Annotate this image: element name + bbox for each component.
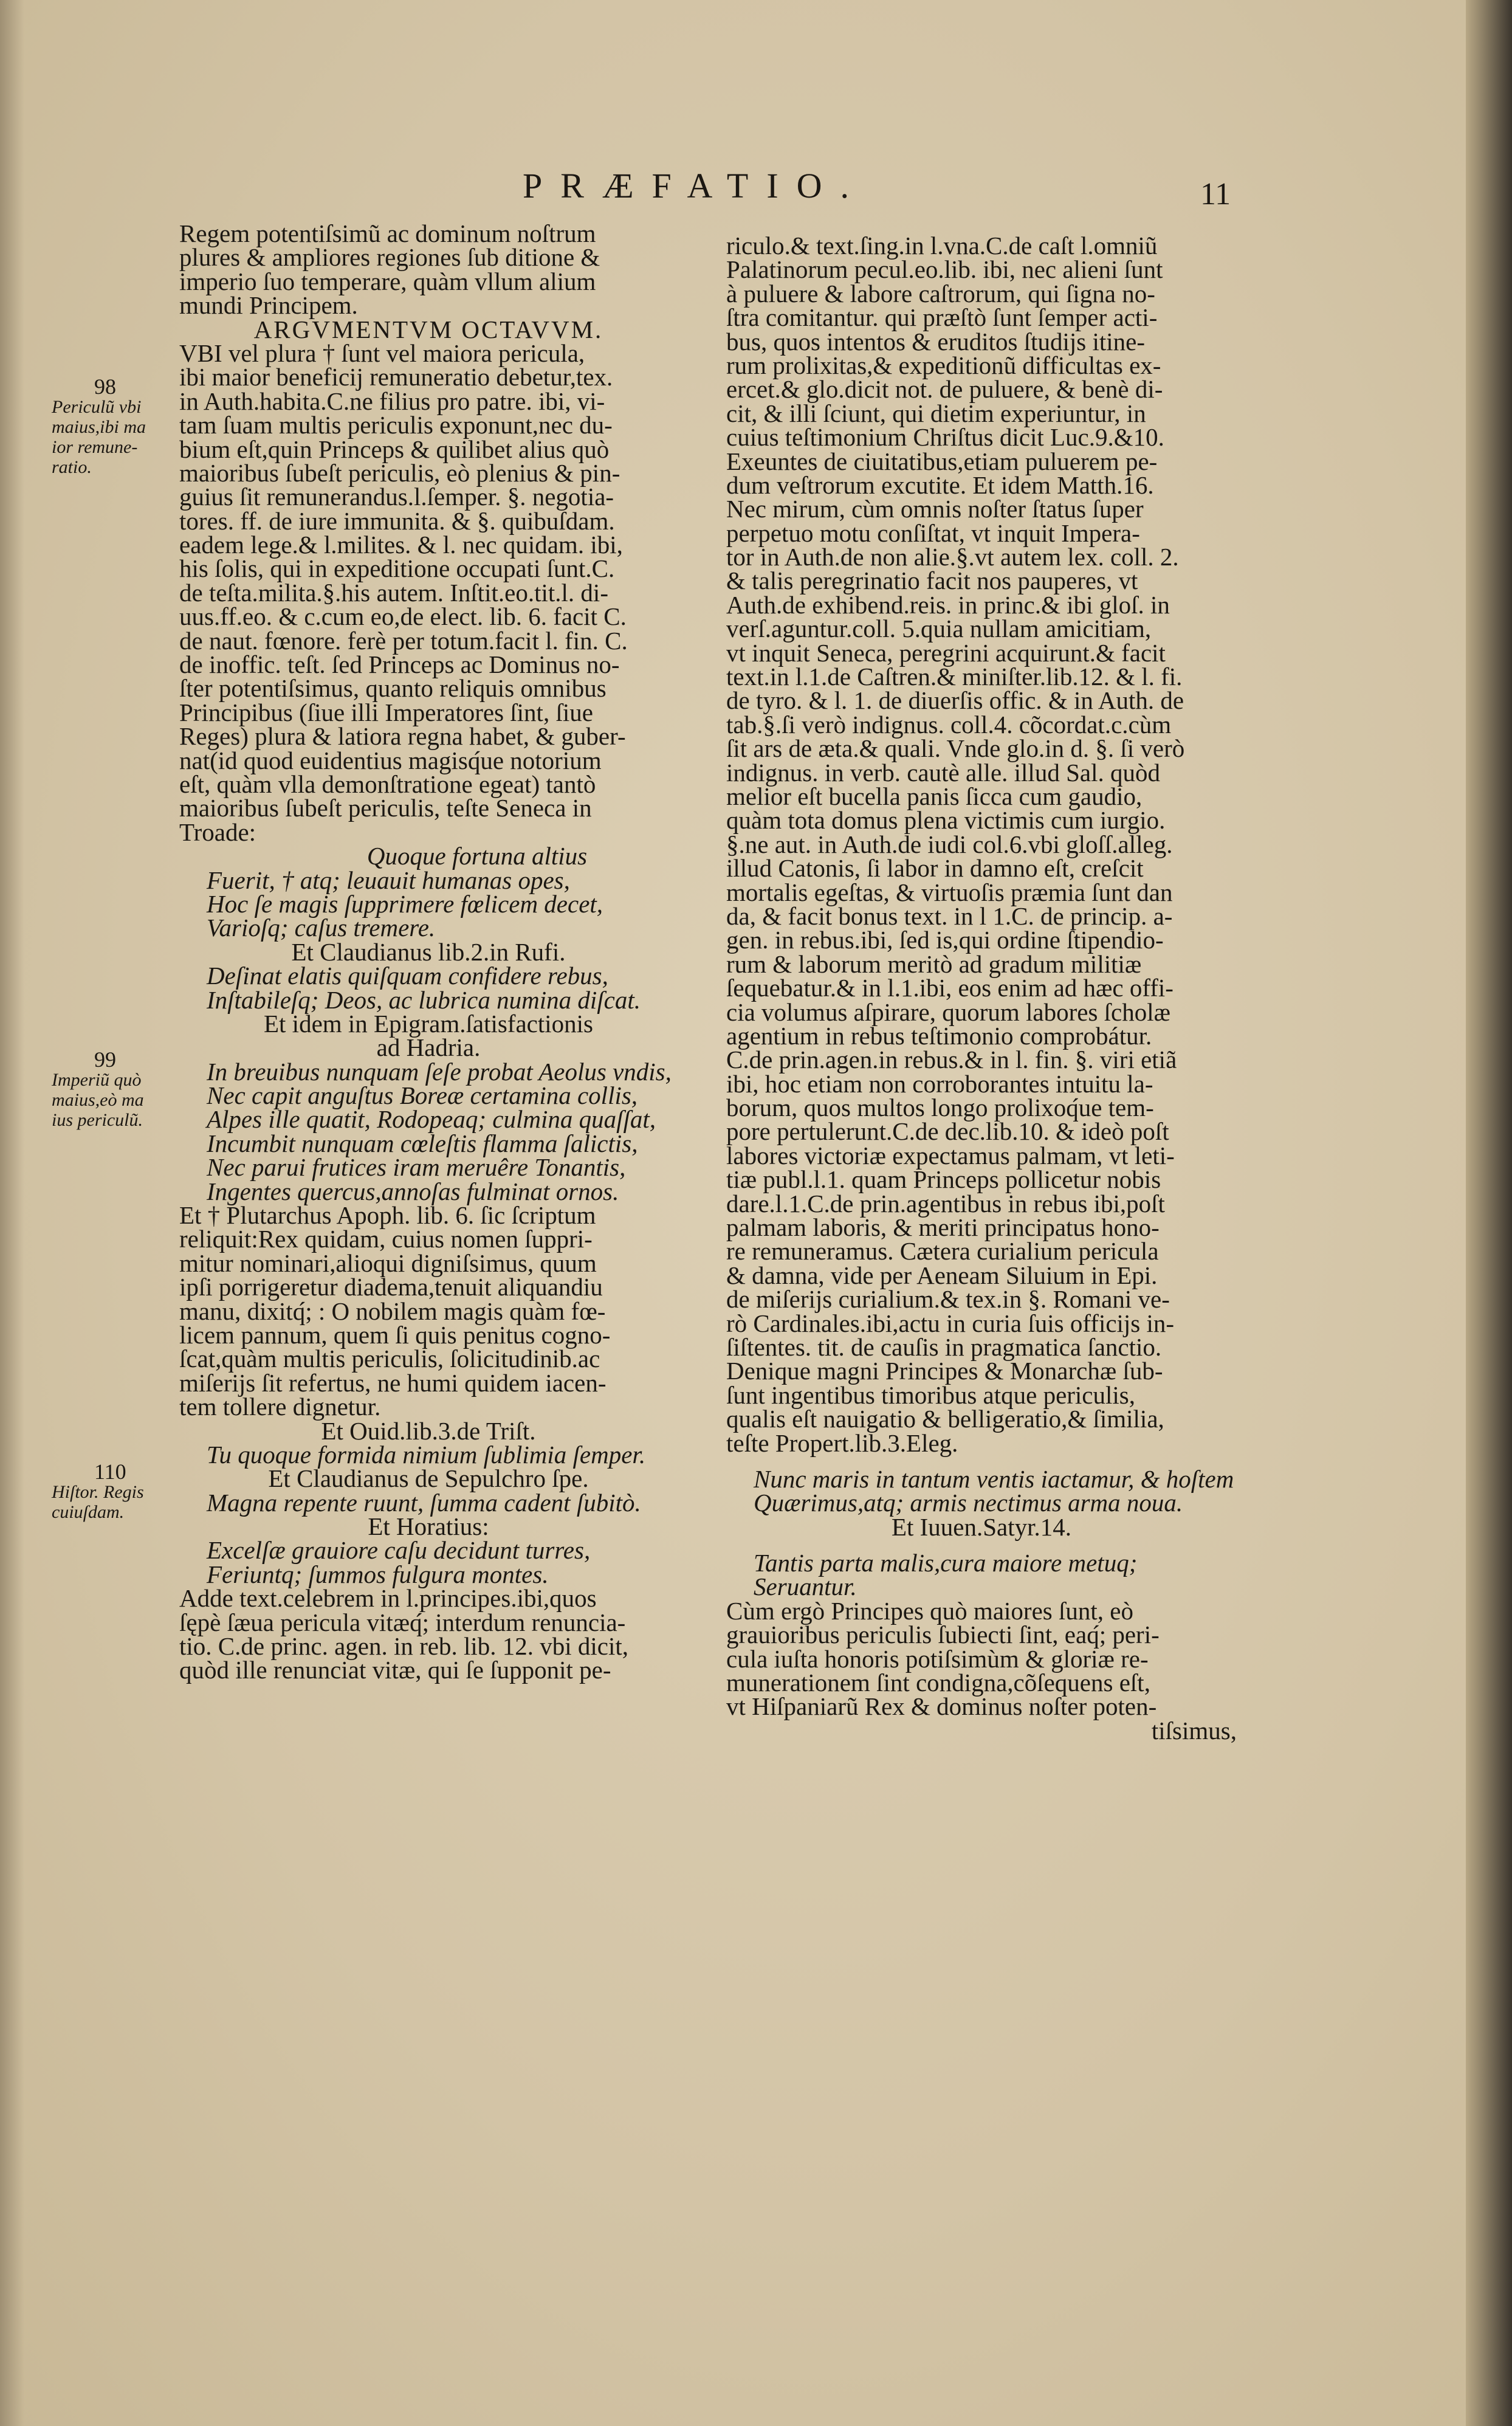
text-line: Denique magni Principes & Monarchæ ſub-	[726, 1357, 1163, 1385]
text-line: text.in l.1.de Caſtren.& miniſter.lib.12. & l. fi.	[726, 663, 1183, 691]
text-line: In breuibus nunquam ſeſe probat Aeolus vndis,	[207, 1057, 672, 1086]
margin-note-line: Hiſtor. Regis	[52, 1482, 144, 1502]
text-line: ipſi porrigeretur diadema,tenuit aliquandiu	[179, 1273, 603, 1301]
margin-note	[52, 1047, 144, 1130]
text-line: rum & laborum meritò ad gradum militiæ	[726, 949, 1142, 978]
text-line: re remuneramus. Cætera curialium pericula	[726, 1237, 1159, 1266]
text-line: indignus. in verb. cautè alle. illud Sal. quòd	[726, 758, 1160, 787]
text-line: maioribus ſubeſt periculis, eò plenius & pin-	[179, 458, 620, 487]
margin-note	[52, 374, 146, 477]
text-line: ibi maior beneficij remuneratio debetur,tex.	[179, 363, 613, 391]
page-gutter-shadow	[0, 0, 24, 2426]
margin-note-line: maius,ibi ma	[52, 417, 146, 437]
margin-note-line: Periculũ vbi	[52, 397, 142, 417]
text-line: Nec mirum, cùm omnis noſter ſtatus ſuper	[726, 495, 1144, 523]
text-line: Magna repente ruunt, ſumma cadent ſubitò.	[207, 1488, 641, 1517]
margin-note-line: ior remune-	[52, 437, 138, 457]
text-line: uus.ff.eo. & c.cum eo,de elect. lib. 6. facit C.	[179, 602, 627, 631]
text-line: ſit ars de æta.& quali. Vnde glo.in d. §. ſi verò	[726, 734, 1185, 763]
text-line: reliquit:Rex quidam, cuius nomen ſuppri-	[179, 1225, 593, 1253]
text-line: teſte Propert.lib.3.Eleg.	[726, 1428, 958, 1457]
text-line: labores victoriæ expectamus palmam, vt leti-	[726, 1141, 1175, 1170]
text-line: Quoque fortuna altius	[366, 842, 588, 870]
margin-note	[52, 1459, 144, 1522]
text-line: ſter potentiſsimus, quanto reliquis omnibus	[179, 674, 607, 703]
text-line: pore pertulerunt.C.de dec.lib.10. & ideò poſt	[726, 1117, 1169, 1146]
margin-note-line: Imperiũ quò	[52, 1070, 142, 1090]
text-line: mitur nominari,alioqui digniſsimus, quum	[179, 1249, 597, 1277]
text-line: Exeuntes de ciuitatibus,etiam puluerem pe-	[726, 447, 1158, 475]
text-line: tor in Auth.de non alie.§.vt autem lex. coll. 2.	[726, 543, 1179, 571]
text-line: Et Claudianus lib.2.in Rufi.	[291, 937, 566, 966]
text-line: guius ſit remunerandus.l.ſemper. §. negotia-	[179, 483, 614, 511]
text-line: bium eſt,quin Princeps & quilibet alius quò	[179, 435, 610, 463]
text-line: ſtra comitantur. qui præſtò ſunt ſemper acti-	[726, 303, 1158, 332]
text-line: Reges) plura & latiora regna habet, & guber-	[179, 722, 626, 751]
text-line: grauioribus periculis ſubiecti ſint, eaq́; peri-	[726, 1621, 1160, 1649]
text-line: cia volumus aſpirare, quorum labores ſcholæ	[726, 998, 1170, 1026]
text-line: Alpes ille quatit, Rodopeaq; culmina quaſſat,	[207, 1105, 656, 1134]
text-line: palmam laboris, & meriti principatus hono-	[726, 1213, 1160, 1242]
text-line: Principibus (ſiue illi Imperatores ſint, ſiue	[179, 698, 593, 726]
text-line: dare.l.1.C.de prin.agentibus in rebus ibi,poſt	[726, 1189, 1165, 1218]
text-line: Deſinat elatis quiſquam confidere rebus,	[207, 962, 608, 990]
text-line: Cùm ergò Principes quò maiores ſunt, eò	[726, 1596, 1133, 1625]
text-line: Et Horatius:	[368, 1512, 489, 1541]
text-line: Tu quoque formida nimium ſublimia ſemper.	[207, 1440, 646, 1469]
text-line: Nec parui frutices iram meruêre Tonantis,	[207, 1153, 626, 1182]
page-number: 11	[1200, 177, 1231, 212]
text-line: munerationem ſint condigna,cõſequens eſt,	[726, 1669, 1150, 1697]
text-line: cit, & illi ſciunt, qui dietim experiuntur, in	[726, 399, 1146, 427]
text-line: Nunc maris in tantum ventis iactamur, & hoſtem	[754, 1464, 1234, 1493]
margin-note-line: cuiuſdam.	[52, 1502, 125, 1522]
text-line: à puluere & labore caſtrorum, qui ſigna no-	[726, 279, 1155, 308]
text-line: tiſsimus,	[1151, 1716, 1237, 1745]
margin-note-number: 98	[94, 374, 116, 399]
text-line: tem tollere dignetur.	[179, 1393, 381, 1421]
margin-note-number: 99	[94, 1047, 116, 1072]
text-line: Incumbit nunquam cœleſtis flamma ſalictis,	[207, 1129, 638, 1157]
text-line: licem pannum, quem ſi quis penitus cogno-	[179, 1320, 611, 1349]
text-line: eadem lege.& l.milites. & l. nec quidam. ibi,	[179, 531, 623, 559]
text-line: verſ.aguntur.coll. 5.quia nullam amicitiam,	[726, 615, 1152, 643]
text-line: de miſerijs curialium.& tex.in §. Romani ve-	[726, 1285, 1170, 1314]
text-line: Excelſæ grauiore caſu decidunt turres,	[207, 1536, 591, 1565]
text-line: quòd ille renunciat vitæ, qui ſe ſupponit pe-	[179, 1656, 611, 1684]
text-line: Varioſq; caſus tremere.	[207, 914, 436, 942]
text-line: de naut. fœnore. ferè per totum.facit l. fin. C.	[179, 626, 628, 655]
text-line: dum veſtrorum excutite. Et idem Matth.16.	[726, 470, 1154, 499]
page-edge	[1466, 0, 1512, 2426]
margin-note-line: ratio.	[52, 457, 92, 477]
text-line: qualis eſt nauigatio & belligeratio,& ſimilia,	[726, 1405, 1164, 1433]
text-line: melior eſt bucella panis ſicca cum gaudio,	[726, 782, 1143, 810]
text-line: ercet.& glo.dicit not. de puluere, & benè di-	[726, 375, 1163, 404]
text-line: Auth.de exhibend.reis. in princ.& ibi gloſ. in	[726, 590, 1170, 619]
margin-note-line: ius periculũ.	[52, 1110, 143, 1130]
text-line: ſępè ſæua pericula vitæq́; interdum renuncia-	[179, 1608, 626, 1636]
text-line: Et Ouid.lib.3.de Triſt.	[321, 1416, 536, 1445]
text-line: Feriuntq; ſummos fulgura montes.	[207, 1560, 549, 1588]
text-line: ſunt ingentibus timoribus atque periculis,	[726, 1380, 1135, 1409]
text-line: de inoffic. teſt. ſed Princeps ac Dominus no-	[179, 650, 620, 679]
text-line: vt Hiſpaniarũ Rex & dominus noſter poten-	[726, 1692, 1157, 1721]
text-line: rò Cardinales.ibi,actu in curia ſuis officijs in-	[726, 1309, 1175, 1337]
text-line: cuius teſtimonium Chriſtus dicit Luc.9.&10.	[726, 423, 1164, 452]
text-line: ibi, hoc etiam non corroborantes intuitu la-	[726, 1069, 1153, 1098]
text-line: Hoc ſe magis ſupprimere fœlicem decet,	[207, 889, 603, 918]
text-line: cula iuſta honoris potiſsimùm & gloriæ re-	[726, 1644, 1149, 1673]
text-line: tiæ publ.l.1. quam Princeps pollicetur nobis	[726, 1165, 1161, 1194]
text-line: ARGVMENTVM OCTAVVM.	[253, 315, 603, 343]
text-line: Et † Plutarchus Apoph. lib. 6. ſic ſcriptum	[179, 1201, 596, 1230]
text-line: Adde text.celebrem in l.principes.ibi,quos	[179, 1584, 597, 1613]
text-line: illud Catonis, ſi labor in damno eſt, creſcit	[726, 854, 1144, 883]
text-line: mundi Principem.	[179, 291, 358, 320]
text-line: Nec capit anguſtus Boreæ certamina collis,	[207, 1081, 638, 1110]
text-line: tores. ff. de iure immunita. & §. quibuſdam.	[179, 506, 615, 535]
text-line: C.de prin.agen.in rebus.& in l. fin. §. viri etiã	[726, 1046, 1177, 1074]
text-line: borum, quos multos longo prolixoq́ue tem-	[726, 1094, 1154, 1122]
text-line: mortalis egeſtas, & virtuoſis præmia ſunt dan	[726, 878, 1173, 906]
text-line: & talis peregrinatio facit nos pauperes, vt	[726, 567, 1138, 595]
margin-note-line: maius,eò ma	[52, 1090, 144, 1110]
text-line: in Auth.habita.C.ne filius pro patre. ibi, vi-	[179, 387, 605, 415]
text-line: Palatinorum pecul.eo.lib. ibi, nec alieni ſunt	[726, 255, 1163, 284]
text-line: tam ſuam multis periculis exponunt,nec du-	[179, 411, 613, 439]
text-line: tio. C.de princ. agen. in reb. lib. 12. vbi dicit,	[179, 1632, 629, 1661]
text-line: riculo.& text.ſing.in l.vna.C.de caſt l.omniũ	[726, 232, 1158, 260]
text-line: Regem potentiſsimũ ac dominum noſtrum	[179, 219, 596, 247]
text-line: de tyro. & l. 1. de diuerſis offic. & in Auth. de	[726, 686, 1184, 715]
text-line: Inſtabileſq; Deos, ac lubrica numina diſcat.	[207, 985, 641, 1014]
text-line: da, & facit bonus text. in l 1.C. de princip. a-	[726, 901, 1173, 930]
text-line: perpetuo motu conſiſtat, vt inquit Impera-	[726, 519, 1140, 547]
text-line: quàm tota domus plena victimis cum iurgio.	[726, 806, 1166, 835]
text-line: his ſolis, qui in expeditione occupati ſunt.C.	[179, 554, 615, 583]
text-line: ſiſtentes. tit. de cauſis in pragmatica ſanctio.	[726, 1332, 1162, 1361]
text-line: vt inquit Seneca, peregrini acquirunt.& facit	[726, 638, 1166, 667]
text-line: Et Iuuen.Satyr.14.	[891, 1512, 1072, 1541]
text-line: agentium in rebus teſtimonio comprobátur.	[726, 1021, 1152, 1050]
text-line: imperio ſuo temperare, quàm vllum alium	[179, 267, 596, 295]
text-line: Fuerit, † atq; leuauit humanas opes,	[207, 866, 570, 894]
text-line: & damna, vide per Aeneam Siluium in Epi.	[726, 1261, 1158, 1289]
text-line: Et Claudianus de Sepulchro ſpe.	[268, 1464, 589, 1493]
right-text-column	[726, 234, 1237, 1743]
text-line: eſt, quàm vlla demonſtratione egeat) tantò	[179, 770, 596, 798]
text-line: Seruantur.	[754, 1573, 857, 1601]
text-line: bus, quos intentos & eruditos ſtudijs itine-	[726, 327, 1146, 356]
text-line: plures & ampliores regiones ſub ditione &	[179, 243, 600, 272]
text-line: rum prolixitas,& expeditionũ difficultas ex-	[726, 351, 1161, 379]
text-line: gen. in rebus.ibi, ſed is,qui ordine ſtipendio-	[726, 926, 1164, 954]
text-line: maioribus ſubeſt periculis, teſte Seneca in	[179, 794, 592, 822]
text-line: manu, dixitq́; : O nobilem magis quàm fœ-	[179, 1297, 606, 1325]
text-line: Et idem in Epigram.ſatisfactionis	[264, 1009, 593, 1038]
text-line: Tantis parta malis,cura maiore metuq;	[754, 1549, 1138, 1577]
text-line: Troade:	[179, 818, 256, 846]
left-text-column	[179, 219, 678, 1684]
text-line: tab.§.ſi verò indignus. coll.4. cõcordat.c.cùm	[726, 710, 1172, 739]
text-line: miſerijs ſit refertus, ne humi quidem iacen-	[179, 1368, 607, 1397]
text-line: §.ne aut. in Auth.de iudi col.6.vbi gloſſ.alleg.	[726, 830, 1173, 858]
text-line: ſcat,quàm multis periculis, ſolicitudinib.ac	[179, 1345, 600, 1373]
text-line: Quærimus,atq; armis nectimus arma noua.	[754, 1489, 1183, 1517]
text-line: VBI vel plura † ſunt vel maiora pericula,	[179, 339, 585, 367]
text-line: nat(id quod euidentius magisq́ue notorium	[179, 746, 602, 774]
margin-note-number: 110	[94, 1459, 126, 1484]
text-line: de teſta.milita.§.his autem. Inſtit.eo.tit.l. di-	[179, 578, 608, 607]
text-line: ſequebatur.& in l.1.ibi, eos enim ad hæc offi-	[726, 974, 1174, 1002]
text-line: Ingentes quercus,annoſas fulminat ornos.	[207, 1177, 619, 1205]
running-head: PRÆFATIO.	[523, 166, 868, 205]
text-line: ad Hadria.	[376, 1033, 481, 1062]
